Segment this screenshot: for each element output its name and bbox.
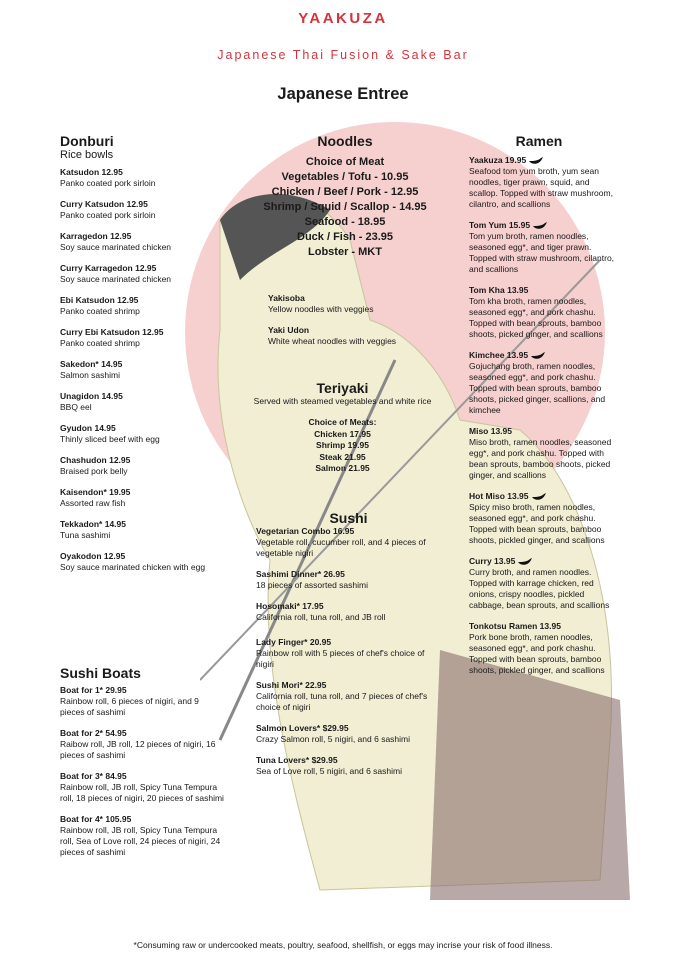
price-line: Chicken / Beef / Pork - 12.95 [271, 186, 419, 198]
item-name: Tom Kha 13.95 [469, 285, 529, 295]
ramen-section [469, 133, 619, 676]
item-desc: Panko coated shrimp [60, 338, 140, 348]
item-name: Curry Ebi Katsudon 12.95 [60, 327, 164, 337]
item-name: Boat for 1* 29.95 [60, 685, 127, 695]
item-name-text: Yaakuza 19.95 [469, 155, 527, 165]
item-name: Tonkotsu Ramen 13.95 [469, 621, 561, 631]
item-desc: Tuna sashimi [60, 530, 111, 540]
menu-item [60, 487, 240, 509]
noodles-price-list [255, 155, 435, 260]
noodles-title: Noodles [317, 133, 373, 149]
menu-item [256, 526, 441, 559]
menu-item [469, 426, 619, 481]
item-name: Vegetarian Combo 16.95 [256, 526, 355, 536]
donburi-section [60, 133, 240, 573]
item-name: Tuna Lovers* $29.95 [256, 755, 338, 765]
menu-item [469, 155, 619, 210]
menu-item [60, 231, 240, 253]
item-desc: California roll, tuna roll, and JB roll [256, 612, 386, 622]
sushi-boats-list [60, 685, 225, 858]
menu-item [469, 621, 619, 676]
menu-item [60, 685, 225, 718]
sushi-boats-title: Sushi Boats [60, 665, 141, 681]
item-desc: Panko coated pork sirloin [60, 178, 156, 188]
donburi-list [60, 167, 240, 573]
menu-item [60, 327, 240, 349]
sushi-list [256, 526, 441, 777]
footnote: *Consuming raw or undercooked meats, poultry, seafood, shellfish, or eggs may incrise your risk of food illness. [133, 940, 553, 950]
item-desc: Panko coated shrimp [60, 306, 140, 316]
item-name: Yakisoba [268, 293, 305, 303]
menu-item [60, 391, 240, 413]
item-desc: Rainbow roll, JB roll, Spicy Tuna Tempura roll, Sea of Love roll, 24 pieces of nigiri, 24 pieces of sashimi [60, 825, 221, 857]
item-name: Kaisendon* 19.95 [60, 487, 131, 497]
price-line: Duck / Fish - 23.95 [297, 231, 393, 243]
chili-pepper-icon [530, 351, 546, 361]
item-name: Chashudon 12.95 [60, 455, 131, 465]
item-name-text: Hot Miso 13.95 [469, 491, 529, 501]
teriyaki-price-list [240, 417, 445, 475]
item-desc: Crazy Salmon roll, 5 nigiri, and 6 sashimi [256, 734, 411, 744]
menu-item [60, 728, 225, 761]
menu-item [60, 519, 240, 541]
brand-name: YAAKUZA [298, 10, 388, 27]
item-name: Miso 13.95 [469, 426, 512, 436]
item-name-text: Curry 13.95 [469, 556, 516, 566]
menu-item [256, 680, 441, 713]
choice-heading: Choice of Meats: [308, 417, 377, 427]
menu-item [60, 359, 240, 381]
chili-pepper-icon [532, 221, 548, 231]
menu-item [60, 814, 225, 858]
donburi-subtitle: Rice bowls [60, 149, 114, 161]
noodles-items [268, 283, 438, 347]
menu-item [256, 569, 441, 591]
menu-item [268, 325, 438, 347]
item-name [469, 556, 619, 567]
item-desc: Soy sauce marinated chicken with egg [60, 562, 206, 572]
item-name: Curry Karragedon 12.95 [60, 263, 157, 273]
sushi-title: Sushi [329, 510, 368, 526]
item-name: Sushi Mori* 22.95 [256, 680, 327, 690]
item-name: Unagidon 14.95 [60, 391, 123, 401]
item-name: Ebi Katsudon 12.95 [60, 295, 139, 305]
menu-item [60, 455, 240, 477]
item-name: Curry Katsudon 12.95 [60, 199, 148, 209]
price-line: Shrimp / Squid / Scallop - 14.95 [263, 201, 427, 213]
item-name: Gyudon 14.95 [60, 423, 116, 433]
chili-pepper-icon [528, 156, 544, 166]
menu-item [256, 755, 441, 777]
item-desc: BBQ eel [60, 402, 92, 412]
item-name: Boat for 3* 84.95 [60, 771, 127, 781]
item-name: Sakedon* 14.95 [60, 359, 123, 369]
menu-item [60, 295, 240, 317]
price-line: Steak 21.95 [319, 451, 366, 462]
item-desc: Raibow roll, JB roll, 12 pieces of nigiri, 16 pieces of sashimi [60, 739, 216, 760]
item-desc: Pork bone broth, ramen noodles, seasoned egg*, and pork chashu. Topped with bean sprouts, bamboo shoots, pickled ginger, and scallions [469, 632, 605, 675]
item-desc: Rainbow roll with 5 pieces of chef's choice of nigiri [256, 648, 425, 669]
item-name [469, 491, 619, 502]
item-desc: Assorted raw fish [60, 498, 126, 508]
item-desc: Yellow noodles with veggies [268, 304, 374, 314]
menu-item [469, 491, 619, 546]
item-desc: 18 pieces of assorted sashimi [256, 580, 368, 590]
item-name [469, 220, 619, 231]
item-desc: Sea of Love roll, 5 nigiri, and 6 sashimi [256, 766, 402, 776]
item-name: Katsudon 12.95 [60, 167, 123, 177]
menu-item [256, 601, 441, 623]
price-line: Lobster - MKT [308, 246, 382, 258]
item-desc: California roll, tuna roll, and 7 pieces of chef's choice of nigiri [256, 691, 428, 712]
sushi-section [256, 510, 441, 777]
item-desc: Seafood tom yum broth, yum sean noodles, tiger prawn, squid, and scallop. Topped with straw mushroom, cilantro, and scallions [469, 166, 613, 209]
sushi-boats-section [60, 665, 225, 858]
menu-item [268, 293, 438, 315]
item-desc: Curry broth, and ramen noodles. Topped with karrage chicken, red onions, crispy noodles, pickled cabbage, bean sprouts, and scallions [469, 567, 610, 610]
item-name: Hosomaki* 17.95 [256, 601, 324, 611]
price-line: Salmon 21.95 [315, 463, 370, 473]
item-desc: Vegetable roll, cucumber roll, and 4 pieces of vegetable nigiri [256, 537, 426, 558]
item-name [469, 350, 619, 361]
ramen-list [469, 155, 619, 676]
menu-item [60, 167, 240, 189]
teriyaki-title: Teriyaki [316, 380, 369, 396]
menu-item [60, 551, 240, 573]
menu-item [60, 423, 240, 445]
ramen-title: Ramen [515, 133, 563, 149]
item-desc: Spicy miso broth, ramen noodles, seasoned egg*, and pork chashu. Topped with bean sprouts, bamboo shoots, pickled ginger, and scallions [469, 502, 605, 545]
price-line: Seafood - 18.95 [304, 216, 386, 228]
menu-item [256, 723, 441, 745]
chili-pepper-icon [517, 557, 533, 567]
item-name: Boat for 4* 105.95 [60, 814, 132, 824]
item-name: Boat for 2* 54.95 [60, 728, 127, 738]
item-name: Oyakodon 12.95 [60, 551, 126, 561]
price-line: Vegetables / Tofu - 10.95 [281, 171, 409, 183]
menu-item [60, 263, 240, 285]
item-name: Salmon Lovers* $29.95 [256, 723, 349, 733]
item-name: Sashimi Dinner* 26.95 [256, 569, 345, 579]
noodles-section [255, 133, 435, 260]
menu-item [469, 285, 619, 340]
item-desc: Thinly sliced beef with egg [60, 434, 160, 444]
menu-item [60, 771, 225, 804]
choice-heading: Choice of Meat [305, 156, 385, 168]
item-desc: Soy sauce marinated chicken [60, 274, 172, 284]
item-desc: Rainbow roll, 6 pieces of nigiri, and 9 pieces of sashimi [60, 696, 199, 717]
menu-item [469, 350, 619, 416]
menu-item [256, 637, 441, 670]
item-name: Yaki Udon [268, 325, 310, 335]
menu-item [469, 556, 619, 611]
item-desc: Panko coated pork sirloin [60, 210, 156, 220]
page-title: Japanese Entree [277, 85, 409, 103]
item-name-text: Kimchee 13.95 [469, 350, 529, 360]
item-name [469, 155, 619, 166]
tagline: Japanese Thai Fusion & Sake Bar [217, 48, 469, 62]
item-desc: White wheat noodles with veggies [268, 336, 397, 346]
menu-item [60, 199, 240, 221]
price-line: Chicken 17.95 [314, 428, 371, 439]
item-desc: Miso broth, ramen noodles, seasoned egg*, and pork chashu. Topped with bean sprouts, bamboo shoots, picked ginger, and scallions [469, 437, 612, 480]
item-name: Karragedon 12.95 [60, 231, 132, 241]
item-desc: Gojuchang broth, ramen noodles, seasoned egg*, and pork chashu. Topped with bean sprouts, bamboo shoots, picked ginger, scallions, and kimchee [469, 361, 606, 415]
teriyaki-subtitle: Served with steamed vegetables and white rice [253, 396, 432, 406]
item-name-text: Tom Yum 15.95 [469, 220, 531, 230]
item-desc: Tom kha broth, ramen noodles, seasoned egg*, and pork chashu. Topped with bean sprouts, bamboo shoots, picked ginger, and scallions [469, 296, 603, 339]
item-desc: Tom yum broth, ramen noodles, seasoned egg*, and tiger prawn. Topped with straw mushroom, cilantro, and scallions [469, 231, 615, 274]
item-desc: Rainbow roll, JB roll, Spicy Tuna Tempura roll, 18 pieces of nigiri, 20 pieces of sashimi [60, 782, 224, 803]
chili-pepper-icon [531, 492, 547, 502]
item-name: Lady Finger* 20.95 [256, 637, 332, 647]
menu-item [469, 220, 619, 275]
donburi-title: Donburi [60, 133, 114, 149]
item-name: Tekkadon* 14.95 [60, 519, 126, 529]
teriyaki-section [240, 380, 445, 475]
item-desc: Soy sauce marinated chicken [60, 242, 172, 252]
item-desc: Salmon sashimi [60, 370, 120, 380]
item-desc: Braised pork belly [60, 466, 128, 476]
price-line: Shrimp 19.95 [316, 440, 369, 450]
